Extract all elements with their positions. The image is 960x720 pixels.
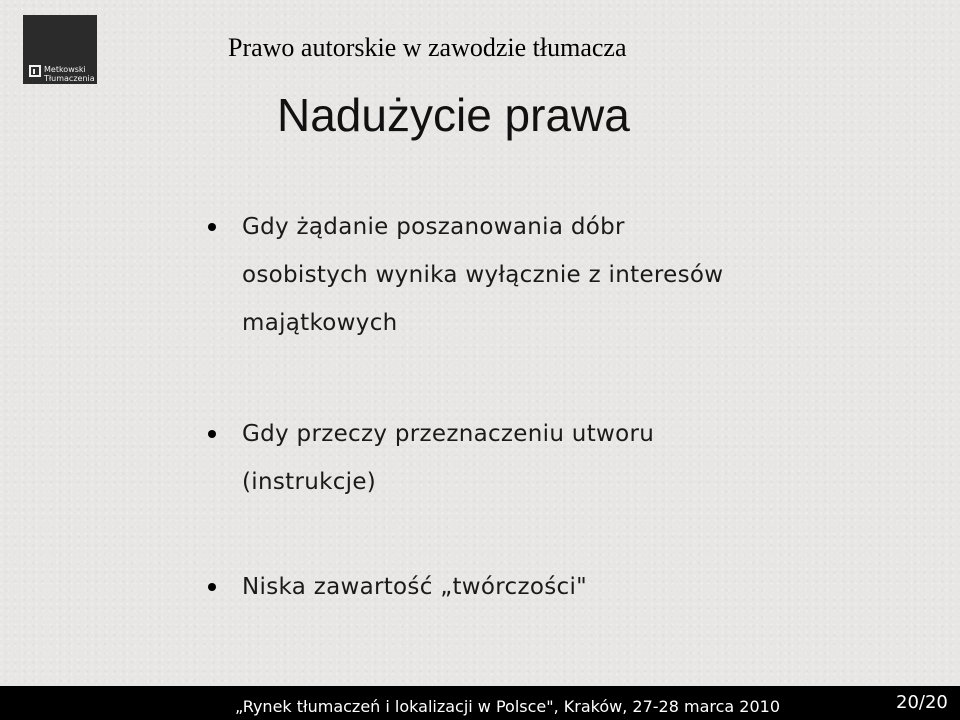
bullet-text-line: Niska zawartość „twórczości"	[242, 574, 588, 600]
bullet-text-line: Gdy przeczy przeznaczeniu utworu	[242, 421, 655, 447]
bullet-dot-icon	[208, 583, 216, 591]
slide-title: Nadużycie prawa	[277, 89, 630, 141]
presentation-header: Prawo autorskie w zawodzie tłumacza	[228, 33, 627, 62]
logo-line-2: Tłumaczenia	[44, 74, 95, 83]
bullet-item	[208, 410, 828, 506]
logo-line-1: Metkowski	[44, 65, 86, 74]
bullet-text-line: (instrukcje)	[242, 469, 377, 495]
bullet-text-line: Gdy żądanie poszanowania dóbr	[242, 214, 625, 240]
bullet-item	[208, 203, 828, 347]
bullet-dot-icon	[208, 223, 216, 231]
footer-text: „Rynek tłumaczeń i lokalizacji w Polsce", Kraków, 27-28 marca 2010	[235, 697, 781, 716]
bullet-text-line: majątkowych	[242, 310, 398, 336]
footer-bar	[0, 686, 960, 720]
bullet-text-line: osobistych wynika wyłącznie z interesów	[242, 262, 724, 288]
bullet-item	[208, 563, 828, 611]
page-number: 20/20	[896, 692, 948, 713]
bullet-dot-icon	[208, 430, 216, 438]
